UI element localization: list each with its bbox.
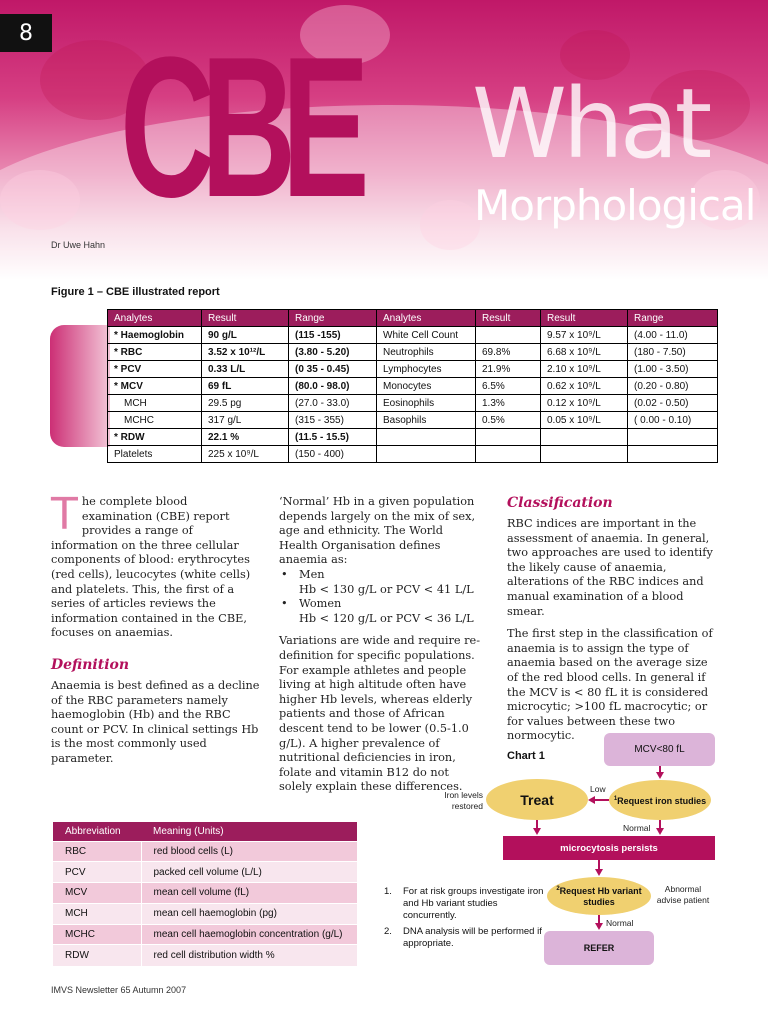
column-header: Analytes (108, 310, 202, 327)
table-cell: MCHC (108, 412, 202, 429)
table-cell: packed cell volume (L/L) (141, 862, 357, 883)
refer-box: REFER (544, 931, 654, 965)
table-cell (628, 446, 718, 463)
footer: IMVS Newsletter 65 Autumn 2007 (51, 985, 187, 995)
blood-cell-graphic (420, 200, 480, 250)
table-cell: Neutrophils (377, 344, 476, 361)
table-cell: 90 g/L (202, 327, 289, 344)
table-cell: (150 - 400) (289, 446, 377, 463)
note-text: For at risk groups investigate iron and Hb variant studies concurrently. (403, 886, 544, 921)
title-cbe: CBE (120, 16, 356, 239)
table-cell (476, 327, 541, 344)
column-left (51, 489, 261, 775)
men-bullet: • Men (279, 568, 482, 583)
table-row (108, 378, 718, 395)
microcytosis-box: microcytosis persists (503, 836, 715, 860)
arrow (594, 799, 609, 801)
table-cell: MCV (53, 883, 141, 904)
table-row (53, 903, 357, 924)
table-cell: Eosinophils (377, 395, 476, 412)
table-cell: mean cell haemoglobin concentration (g/L) (141, 924, 357, 945)
figure-title: Figure 1 – CBE illustrated report (51, 286, 220, 298)
table-cell: * MCV (108, 378, 202, 395)
table-cell: RDW (53, 945, 141, 966)
abbreviation-table (53, 822, 357, 966)
table-cell: (115 -155) (289, 327, 377, 344)
table-cell: (315 - 355) (289, 412, 377, 429)
table-cell (476, 446, 541, 463)
table-cell: (11.5 - 15.5) (289, 429, 377, 446)
chart-title: Chart 1 (507, 750, 545, 762)
table-cell: MCHC (53, 924, 141, 945)
mcv-box: MCV<80 fL (604, 733, 715, 766)
table-cell: MCH (53, 903, 141, 924)
table-cell: 3.52 x 10¹²/L (202, 344, 289, 361)
footnote-marker: 2 (556, 886, 560, 892)
table-cell: (180 - 7.50) (628, 344, 718, 361)
table-cell: 0.33 L/L (202, 361, 289, 378)
table-cell: Basophils (377, 412, 476, 429)
table-cell: 0.5% (476, 412, 541, 429)
column-right (507, 495, 720, 752)
table-header-row (108, 310, 718, 327)
note-number: 2. (384, 926, 392, 937)
low-label: Low (590, 784, 606, 794)
note-item (384, 886, 544, 922)
arrow-head (588, 796, 595, 804)
table-cell: MCH (108, 395, 202, 412)
table-cell: mean cell volume (fL) (141, 883, 357, 904)
arrow-head (533, 828, 541, 835)
footnote-marker: 1 (613, 795, 618, 802)
table-cell (377, 429, 476, 446)
table-cell: 29.5 pg (202, 395, 289, 412)
column-header: Analytes (377, 310, 476, 327)
chart-notes (384, 886, 544, 954)
abnormal-label: Abnormal advise patient (656, 884, 710, 905)
table-cell (541, 446, 628, 463)
table-cell: Lymphocytes (377, 361, 476, 378)
arrow-head (656, 772, 664, 779)
table-cell: 22.1 % (202, 429, 289, 446)
table-cell: 317 g/L (202, 412, 289, 429)
page-number: 8 (0, 14, 52, 52)
table-row (108, 344, 718, 361)
men-criteria: Hb < 130 g/L or PCV < 41 L/L (299, 582, 474, 596)
note-number: 1. (384, 886, 392, 897)
table-cell: (80.0 - 98.0) (289, 378, 377, 395)
table-cell: 9.57 x 10⁹/L (541, 327, 628, 344)
column-header: Result (541, 310, 628, 327)
table-cell: 6.68 x 10⁹/L (541, 344, 628, 361)
table-cell: (1.00 - 3.50) (628, 361, 718, 378)
normal-label: Normal (606, 918, 634, 928)
iron-restored-label: Iron levels restored (444, 790, 483, 811)
column-header: Range (289, 310, 377, 327)
normal-label: Normal (623, 823, 651, 833)
drop-cap: T (51, 489, 78, 540)
table-cell: (0.02 - 0.50) (628, 395, 718, 412)
table-cell: red blood cells (L) (141, 841, 357, 862)
column-header: Result (202, 310, 289, 327)
table-cell: ( 0.00 - 0.10) (628, 412, 718, 429)
table-row (53, 862, 357, 883)
table-row (108, 395, 718, 412)
classification-heading: Classification (507, 495, 613, 511)
request-hb-node (547, 877, 651, 915)
header-banner (0, 0, 768, 280)
women-bullet: • Women (279, 597, 482, 612)
request-hb-label: Request Hb variant studies (559, 886, 642, 907)
normal-hb-intro: ‘Normal’ Hb in a given population depends largely on the mix of sex, age and ethnicity. The World Health Organisation defines anaemia as: (279, 495, 476, 567)
title-what: What (472, 68, 709, 180)
table-cell: * PCV (108, 361, 202, 378)
arrow-head (656, 828, 664, 835)
request-iron-node (609, 780, 711, 820)
table-cell: * Haemoglobin (108, 327, 202, 344)
table-cell: * RDW (108, 429, 202, 446)
table-header-row (53, 822, 357, 841)
treat-node: Treat (486, 779, 588, 820)
table-row (108, 412, 718, 429)
variations-paragraph: Variations are wide and require re-definition for specific populations. For example athletes and people living at high altitude often have higher Hb levels, whereas elderly patients and those of African descent tend to be lower (0.5-1.0 g/L). A higher prevalence of nutritional deficiencies in iron, folate and vitamin B12 do not solely explain these differences. (279, 634, 481, 794)
table-cell: 0.62 x 10⁹/L (541, 378, 628, 395)
table-row (53, 883, 357, 904)
column-header: Result (476, 310, 541, 327)
blood-cell-graphic (0, 170, 80, 230)
title-morphological: Morphological (474, 181, 756, 230)
table-cell: (27.0 - 33.0) (289, 395, 377, 412)
column-header: Range (628, 310, 718, 327)
table-cell: White Cell Count (377, 327, 476, 344)
table-cell: 1.3% (476, 395, 541, 412)
table-cell: 6.5% (476, 378, 541, 395)
table-row (108, 327, 718, 344)
table-cell: Monocytes (377, 378, 476, 395)
table-cell: (0 35 - 0.45) (289, 361, 377, 378)
table-cell: 0.05 x 10⁹/L (541, 412, 628, 429)
table-cell: (3.80 - 5.20) (289, 344, 377, 361)
table-row (53, 841, 357, 862)
definition-heading: Definition (51, 656, 130, 673)
definition-text: Anaemia is best defined as a decline of the RBC parameters namely haemoglobin (Hb) and the RBC count or PCV. In clinical settings Hb is the most commonly used parameter. (51, 678, 260, 765)
table-cell: 2.10 x 10⁹/L (541, 361, 628, 378)
intro-text: he complete blood examination (CBE) report provides a range of information on the three cellular components of blood: erythrocytes (red cells), leucocytes (white cells) and platelets. This, the first of a series of articles reviews the information contained in the CBE, focuses on anaemias. (51, 495, 251, 640)
table-cell: red cell distribution width % (141, 945, 357, 966)
classification-paragraph-2: The first step in the classification of anaemia is to assign the type of anaemia based on the average size of the red blood cells. In general if the MCV is < 80 fL it is considered microcytic; >100 fL macrocytic; or for values between these two normocytic. (507, 627, 713, 743)
table-cell (628, 429, 718, 446)
figure-decoration (50, 325, 110, 447)
table-cell: 21.9% (476, 361, 541, 378)
table-cell (541, 429, 628, 446)
table-cell: (0.20 - 0.80) (628, 378, 718, 395)
table-cell: RBC (53, 841, 141, 862)
note-item (384, 926, 544, 950)
table-cell: 69 fL (202, 378, 289, 395)
arrow-head (595, 923, 603, 930)
intro-paragraph (51, 489, 261, 641)
note-text: DNA analysis will be performed if appropriate. (403, 926, 542, 949)
request-iron-label: Request iron studies (617, 795, 707, 806)
table-cell (476, 429, 541, 446)
table-cell: (4.00 - 11.0) (628, 327, 718, 344)
table-row (108, 446, 718, 463)
table-cell: PCV (53, 862, 141, 883)
table-cell (377, 446, 476, 463)
arrow-head (595, 869, 603, 876)
classification-paragraph-1: RBC indices are important in the assessment of anaemia. In general, two approaches are used to identify the likely cause of anaemia, alterations of the RBC indices and manual examination of a blood smear. (507, 517, 713, 618)
table-row (108, 429, 718, 446)
table-cell: 0.12 x 10⁹/L (541, 395, 628, 412)
cbe-report-table (107, 309, 718, 463)
table-cell: 225 x 10⁹/L (202, 446, 289, 463)
table-cell: 69.8% (476, 344, 541, 361)
table-cell: mean cell haemoglobin (pg) (141, 903, 357, 924)
women-criteria: Hb < 120 g/L or PCV < 36 L/L (299, 611, 474, 625)
table-cell: * RBC (108, 344, 202, 361)
table-row (53, 924, 357, 945)
column-header: Meaning (Units) (141, 822, 357, 841)
column-header: Abbreviation (53, 822, 141, 841)
column-middle (279, 495, 482, 803)
author: Dr Uwe Hahn (51, 240, 106, 250)
table-cell: Platelets (108, 446, 202, 463)
table-row (53, 945, 357, 966)
table-row (108, 361, 718, 378)
